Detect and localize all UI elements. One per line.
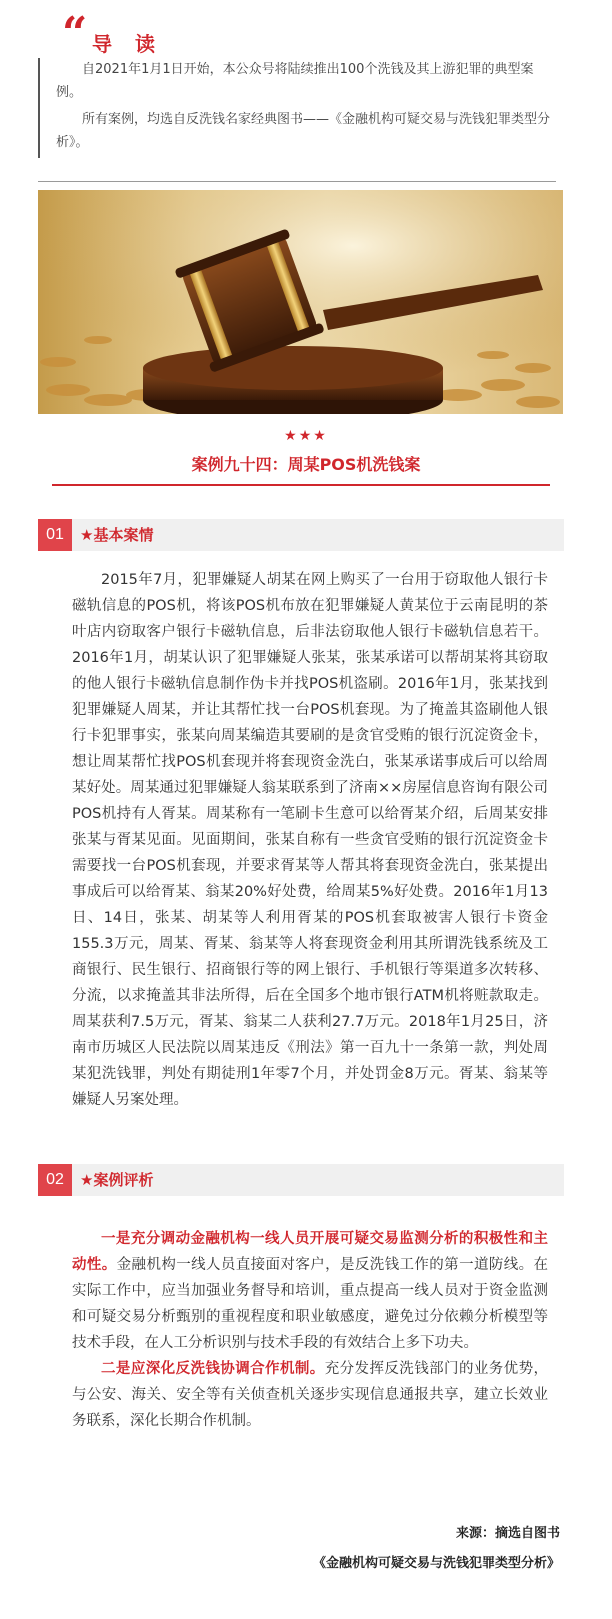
section-header-basic-facts — [38, 519, 564, 551]
source-book-title: 《金融机构可疑交易与洗钱犯罪类型分析》 — [312, 1556, 560, 1571]
analysis-point-2 — [72, 1356, 548, 1434]
analysis-point-2-text: 充分发挥反洗钱部门的业务优势，与公安、海关、安全等有关侦查机关逐步实现信息通报共享，建立长效业务联系，深化长期合作机制。 — [72, 1361, 549, 1429]
section-number: 02 — [38, 1164, 72, 1196]
case-title: 案例九十四：周某POS机洗钱案 — [191, 455, 421, 474]
section-label: ★基本案情 — [80, 526, 154, 544]
intro-divider — [38, 181, 556, 182]
section-number: 01 — [38, 519, 72, 551]
rating-stars: ★★★ — [284, 428, 328, 444]
case-divider — [52, 484, 550, 486]
analysis-block — [72, 1226, 548, 1434]
intro-paragraph-2: 所有案例，均选自反洗钱名家经典图书——《金融机构可疑交易与洗钱犯罪类型分析》。 — [56, 112, 551, 150]
gavel-on-coins-image — [38, 190, 563, 414]
section-label: ★案例评析 — [80, 1171, 154, 1189]
section-header-analysis — [38, 1164, 564, 1196]
case-facts-paragraph: 2015年7月，犯罪嫌疑人胡某在网上购买了一台用于窃取他人银行卡磁轨信息的POS机，将该POS机布放在犯罪嫌疑人黄某位于云南昆明的茶叶店内窃取客户银行卡磁轨信息，后非法窃取他人银行卡磁轨信息若干。2016年1月，胡某认识了犯罪嫌疑人张某，张某承诺可以帮胡某将其窃取的他人银行卡磁轨信息制作伪卡并找POS机盗刷。2016年1月，张某找到犯罪嫌疑人周某，并让其帮忙找一台POS机套现。为了掩盖其盗刷他人银行卡犯罪事实，张某向周某编造其要刷的是贪官受贿的银行沉淀资金卡，想让周某帮忙找POS机套现并将套现资金洗白，张某承诺事成后可以给周某好处。周某通过犯罪嫌疑人翁某联系到了济南××房屋信息咨询有限公司POS机持有人胥某。周某称有一笔刷卡生意可以给胥某介绍，后周某安排张某与胥某见面。见面期间，张某自称有一些贪官受贿的银行沉淀资金卡需要找一台POS机套现，并要求胥某等人帮其将套现资金洗白，张某提出事成后可以给胥某、翁某20%好处费，给周某5%好处费。2016年1月13日、14日，张某、胡某等人利用胥某的POS机套取被害人银行卡资金155.3万元，周某、胥某、翁某等人将套现资金利用其所谓洗钱系统及工商银行、民生银行、招商银行等的网上银行、手机银行等渠道多次转移、分流，以求掩盖其非法所得，后在全国多个地市银行ATM机将赃款取走。周某获利7.5万元，胥某、翁某二人获利27.7万元。2018年1月25日，济南市历城区人民法院以周某违反《刑法》第一百九十一条第一款，判处周某犯洗钱罪，判处有期徒刑1年零7个月，并处罚金8万元。胥某、翁某等嫌疑人另案处理。 — [72, 572, 548, 1108]
analysis-point-1-emphasis: 一是充分调动金融机构一线人员开展可疑交易监测分析的积极性和主动性。 — [72, 1231, 548, 1273]
quote-mark-icon: “ — [62, 8, 88, 59]
analysis-point-1 — [72, 1226, 548, 1356]
intro-box — [38, 58, 558, 158]
intro-title: 导 读 — [92, 32, 163, 56]
analysis-point-2-emphasis: 二是应深化反洗钱协调合作机制。 — [101, 1361, 325, 1377]
intro-paragraph-1: 自2021年1月1日开始，本公众号将陆续推出100个洗钱及其上游犯罪的典型案例。 — [56, 62, 534, 100]
analysis-point-1-text: 金融机构一线人员直接面对客户，是反洗钱工作的第一道防线。在实际工作中，应当加强业务督导和培训，重点提高一线人员对于资金监测和可疑交易分析甄别的重视程度和职业敏感度，避免过分依赖分析模型等技术手段，在人工分析识别与技术手段的有效结合上多下功夫。 — [72, 1257, 549, 1351]
source-label: 来源：摘选自图书 — [455, 1526, 560, 1541]
